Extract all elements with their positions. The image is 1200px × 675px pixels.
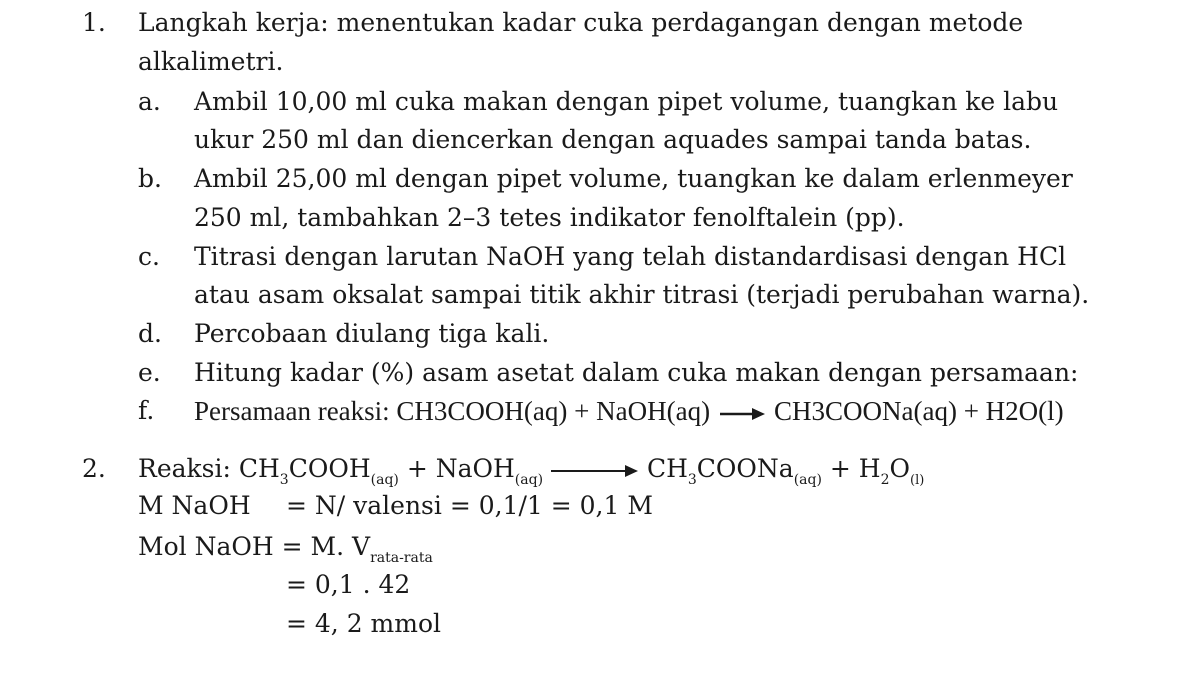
- reaction-text: + H: [821, 454, 881, 483]
- reaction-text: O: [889, 454, 911, 483]
- reaction-arrow-icon: [551, 464, 639, 478]
- item-1-title-line-1: Langkah kerja: menentukan kadar cuka perdagangan dengan metode: [138, 8, 1024, 37]
- subscript: (aq): [793, 472, 822, 488]
- mol-naoh-label: Mol NaOH = M. V: [138, 532, 371, 561]
- step-b-line-1: Ambil 25,00 ml dengan pipet volume, tuangkan ke dalam erlenmeyer: [194, 164, 1073, 193]
- subscript: rata-rata: [370, 550, 433, 566]
- step-c-line-1: Titrasi dengan larutan NaOH yang telah distandardisasi dengan HCl: [194, 242, 1067, 271]
- step-d-letter: d.: [138, 319, 162, 348]
- step-b-letter: b.: [138, 164, 162, 193]
- step-f-letter: f.: [138, 396, 155, 425]
- item-number-1: 1.: [82, 8, 106, 37]
- step-a-letter: a.: [138, 87, 161, 116]
- reaction-text: COONa: [696, 454, 794, 483]
- step-e-line-1: Hitung kadar (%) asam asetat dalam cuka makan dengan persamaan:: [194, 358, 1079, 387]
- subscript: (l): [910, 473, 925, 488]
- m-naoh-label: M NaOH: [138, 491, 251, 520]
- reaction-arrow-icon: [718, 407, 766, 421]
- subscript: (aq): [370, 472, 399, 488]
- calc-line-1: = 0,1 . 42: [286, 570, 411, 599]
- item-number-2: 2.: [82, 454, 106, 483]
- step-f-reactants: Persamaan reaksi: CH3COOH(aq) + NaOH(aq): [194, 396, 711, 426]
- step-a-line-1: Ambil 10,00 ml cuka makan dengan pipet volume, tuangkan ke labu: [194, 87, 1059, 116]
- reaction-text: CH: [646, 454, 688, 483]
- subscript: 3: [687, 472, 697, 488]
- step-b-line-2: 250 ml, tambahkan 2–3 tetes indikator fenolftalein (pp).: [194, 203, 905, 232]
- step-d-line-1: Percobaan diulang tiga kali.: [194, 319, 550, 348]
- step-f-equation: [194, 392, 1064, 431]
- reaction-text: Reaksi: CH: [138, 454, 280, 483]
- subscript: 3: [279, 472, 289, 488]
- calc-line-2: = 4, 2 mmol: [286, 609, 442, 638]
- step-c-letter: c.: [138, 242, 160, 271]
- m-naoh-value: = N/ valensi = 0,1/1 = 0,1 M: [286, 491, 653, 520]
- reaction-text: COOH: [288, 454, 371, 483]
- subscript: 2: [880, 472, 890, 488]
- step-a-line-2: ukur 250 ml dan diencerkan dengan aquades sampai tanda batas.: [194, 125, 1032, 154]
- step-e-letter: e.: [138, 358, 161, 387]
- step-f-products: CH3COONa(aq) + H2O(l): [773, 396, 1064, 426]
- step-c-line-2: atau asam oksalat sampai titik akhir titrasi (terjadi perubahan warna).: [194, 280, 1090, 309]
- subscript: (aq): [514, 472, 544, 488]
- reaction-text: + NaOH: [398, 454, 515, 483]
- item-1-title-line-2: alkalimetri.: [138, 47, 284, 76]
